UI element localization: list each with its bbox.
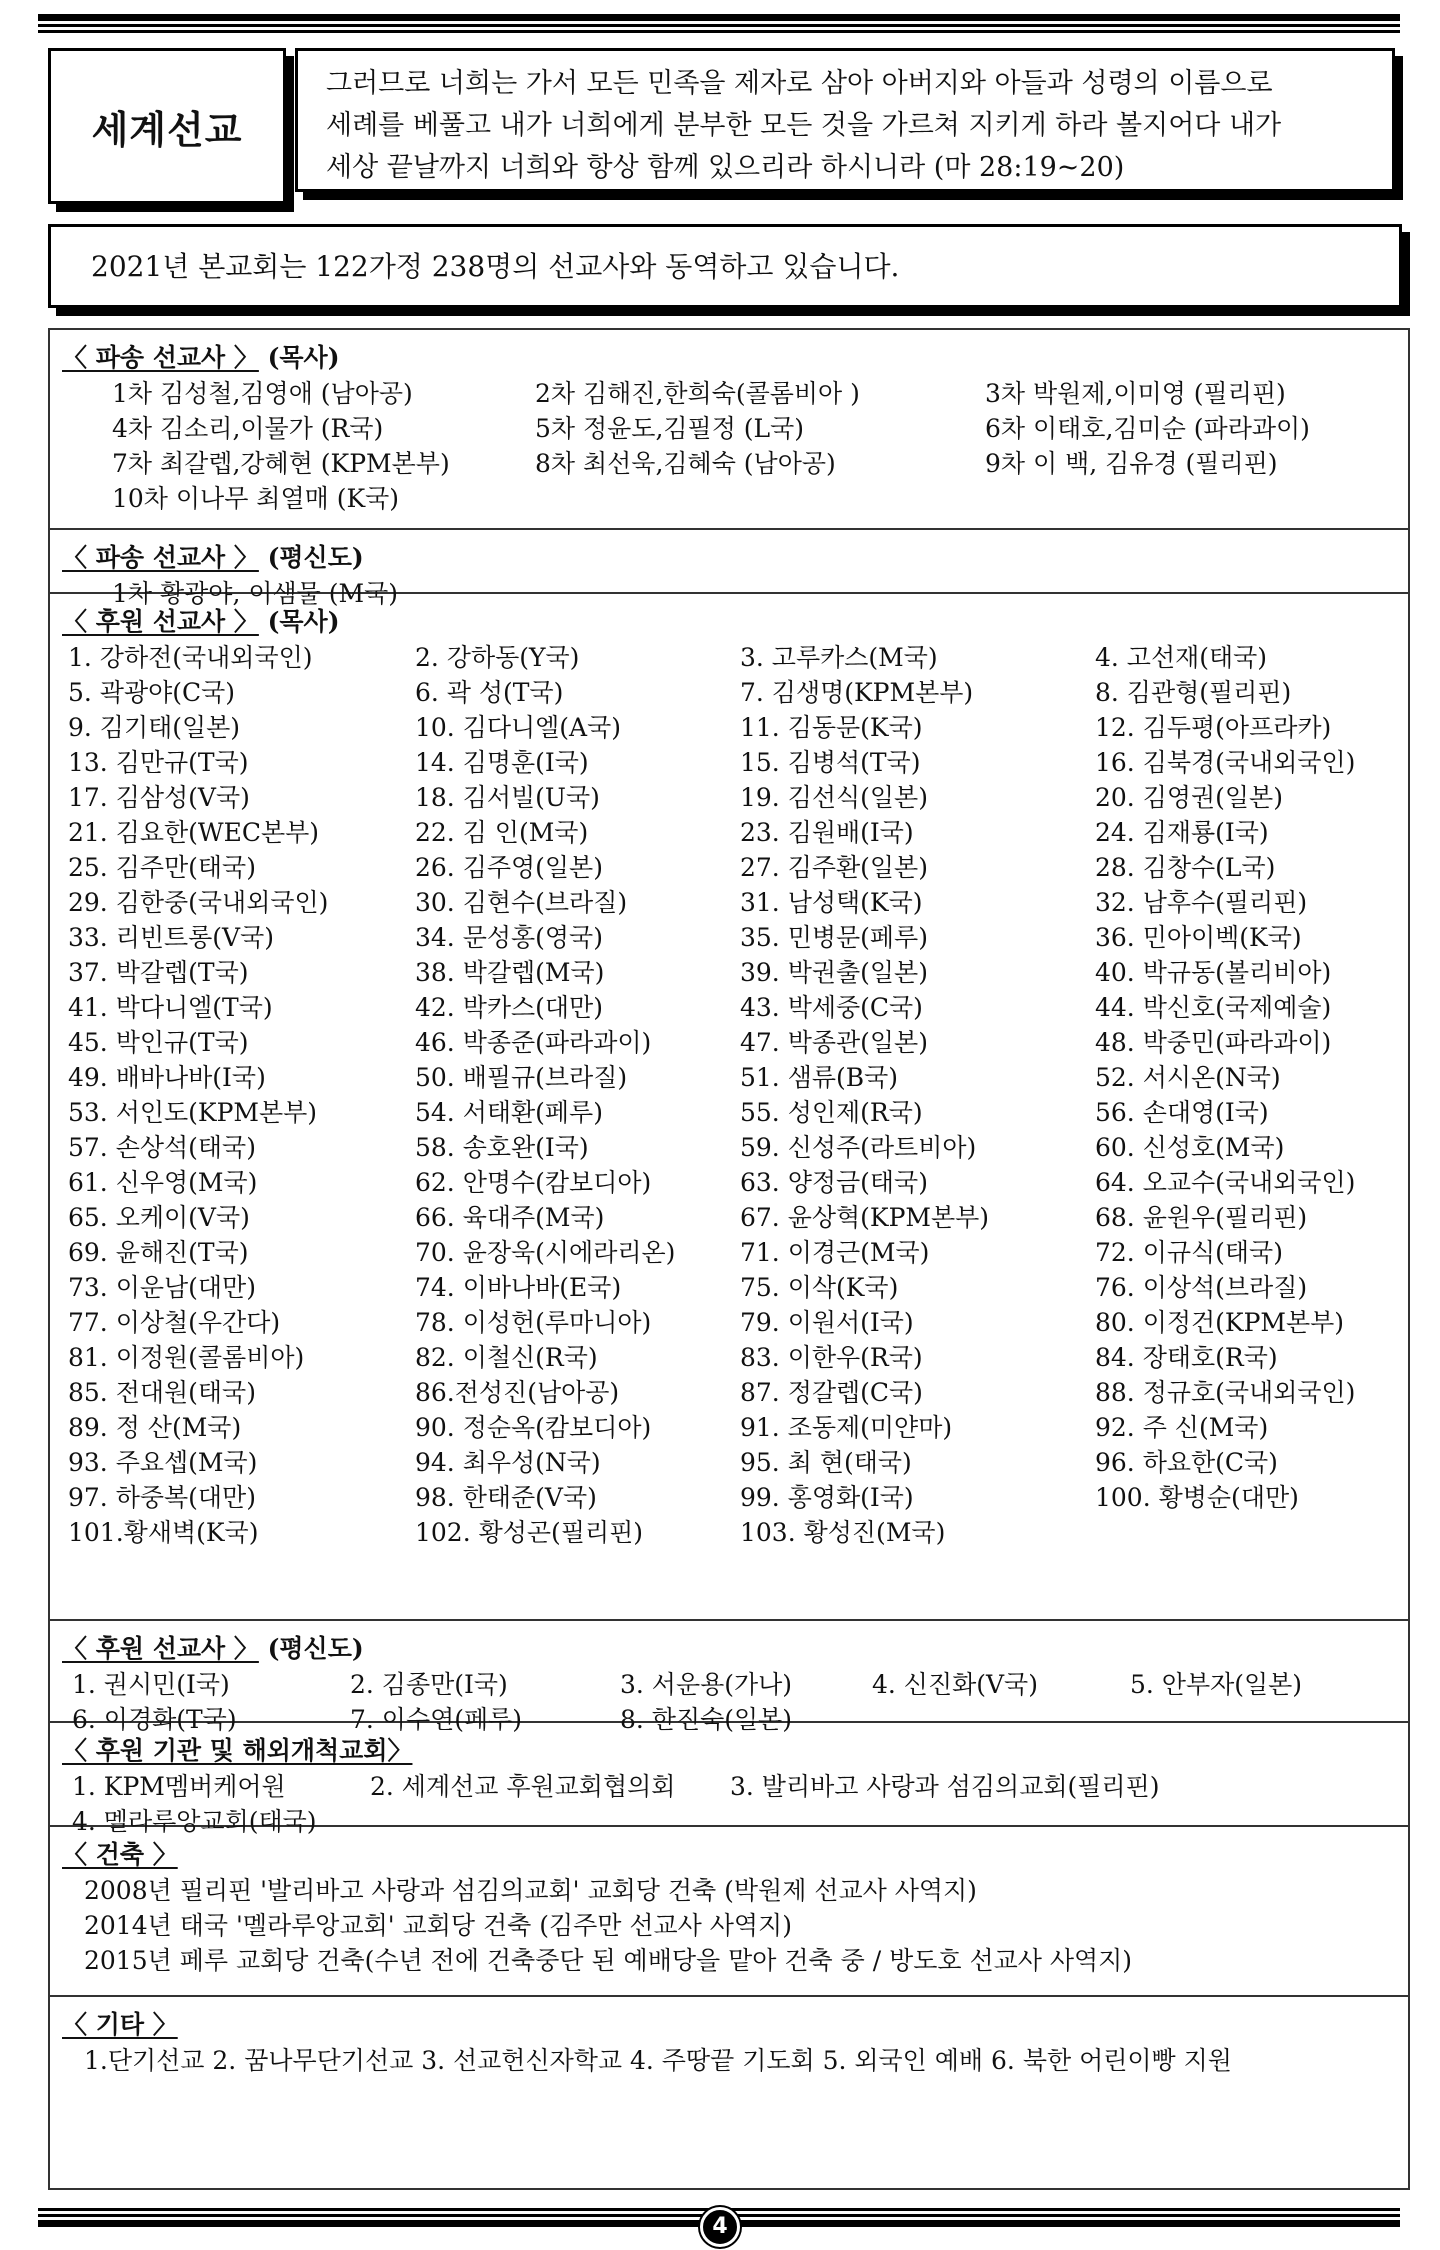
list-item: 9. 김기태(일본) [68, 713, 241, 742]
list-item: 35. 민병문(페루) [740, 923, 928, 952]
list-item: 54. 서태환(페루) [415, 1098, 603, 1127]
sent-missionaries-pastors [50, 330, 1408, 530]
list-item: 1.단기선교 2. 꿈나무단기선교 3. 선교헌신자학교 4. 주땅끝 기도회 5. 외국인 예배 6. 북한 어린이빵 지원 [84, 2046, 1232, 2075]
list-item: 102. 황성곤(필리핀) [415, 1518, 644, 1547]
list-item: 49. 배바나바(I국) [68, 1063, 266, 1092]
list-item: 16. 김북경(국내외국인) [1095, 748, 1356, 777]
list-item: 77. 이상철(우간다) [68, 1308, 281, 1337]
list-item: 36. 민아이벡(K국) [1095, 923, 1302, 952]
list-item: 7. 김생명(KPM본부) [740, 678, 974, 707]
list-item: 3. 서운용(가나) [620, 1670, 793, 1699]
list-item: 23. 김원배(I국) [740, 818, 914, 847]
list-item: 41. 박다니엘(T국) [68, 993, 273, 1022]
list-item: 37. 박갈렙(T국) [68, 958, 249, 987]
list-item: 79. 이원서(I국) [740, 1308, 914, 1337]
list-item: 52. 서시온(N국) [1095, 1063, 1281, 1092]
list-item: 5. 안부자(일본) [1130, 1670, 1303, 1699]
list-item: 69. 윤해진(T국) [68, 1238, 249, 1267]
list-item: 1. 권시민(I국) [72, 1670, 230, 1699]
list-item: 97. 하중복(대만) [68, 1483, 256, 1512]
list-item: 26. 김주영(일본) [415, 853, 603, 882]
list-item: 3. 발리바고 사랑과 섬김의교회(필리핀) [730, 1772, 1160, 1801]
list-item: 6. 이경화(T국) [72, 1705, 237, 1734]
list-item: 28. 김창수(L국) [1095, 853, 1276, 882]
section-heading-qualifier: (평신도) [258, 1634, 364, 1663]
list-item: 8. 김관형(필리핀) [1095, 678, 1292, 707]
list-item: 25. 김주만(태국) [68, 853, 256, 882]
list-item: 80. 이정건(KPM본부) [1095, 1308, 1345, 1337]
list-item: 18. 김서빌(U국) [415, 783, 600, 812]
list-item: 6. 곽 성(T국) [415, 678, 564, 707]
list-item: 78. 이성헌(루마니아) [415, 1308, 652, 1337]
list-item: 70. 윤장욱(시에라리온) [415, 1238, 676, 1267]
list-item: 4. 멜라루앙교회(태국) [72, 1807, 317, 1836]
sent-missionaries-lay [50, 530, 1408, 608]
section-heading [62, 2005, 178, 2041]
list-item: 101.황새벽(K국) [68, 1518, 259, 1547]
summary-box [48, 224, 1402, 308]
bible-verse-box [295, 48, 1395, 192]
list-item: 73. 이운남(대만) [68, 1273, 256, 1302]
list-item: 91. 조동제(미얀마) [740, 1413, 953, 1442]
section-heading-label: 〈 후원 기관 및 해외개척교회〉 [62, 1736, 413, 1765]
page-title-box [48, 48, 286, 204]
list-item: 34. 문성홍(영국) [415, 923, 603, 952]
page-number: 4 [712, 2214, 728, 2239]
section-heading-label: 〈 파송 선교사 〉 [62, 543, 259, 572]
list-item: 62. 안명수(캄보디아) [415, 1168, 652, 1197]
supported-missionaries-pastors [50, 594, 1408, 1621]
list-item: 2. 강하동(Y국) [415, 643, 580, 672]
list-item: 61. 신우영(M국) [68, 1168, 258, 1197]
list-item: 11. 김동문(K국) [740, 713, 923, 742]
list-item: 51. 샘류(B국) [740, 1063, 899, 1092]
page-title: 세계선교 [91, 107, 243, 152]
list-item: 81. 이정원(콜롬비아) [68, 1343, 305, 1372]
supported-missionaries-lay [50, 1621, 1408, 1734]
list-item: 57. 손상석(태국) [68, 1133, 256, 1162]
section-heading-label: 〈 기타 〉 [62, 2010, 178, 2039]
section-heading [62, 338, 340, 374]
list-item: 2. 세계선교 후원교회협의회 [370, 1772, 676, 1801]
list-item: 43. 박세중(C국) [740, 993, 923, 1022]
missionary-list-box [48, 328, 1410, 2190]
list-item: 2. 김종만(I국) [350, 1670, 508, 1699]
list-item: 63. 양정금(태국) [740, 1168, 928, 1197]
section-heading-qualifier: (목사) [258, 607, 340, 636]
list-item: 29. 김한중(국내외국인) [68, 888, 329, 917]
list-item: 3차 박원제,이미영 (필리핀) [985, 379, 1286, 408]
list-item: 58. 송호완(I국) [415, 1133, 589, 1162]
summary-text: 2021년 본교회는 122가정 238명의 선교사와 동역하고 있습니다. [91, 250, 900, 283]
list-item: 20. 김영권(일본) [1095, 783, 1283, 812]
section-heading-label: 〈 후원 선교사 〉 [62, 1634, 259, 1663]
page-number-badge [700, 2207, 740, 2247]
list-item: 60. 신성호(M국) [1095, 1133, 1285, 1162]
list-item: 2014년 태국 '멜라루앙교회' 교회당 건축 (김주만 선교사 사역지) [84, 1911, 792, 1940]
list-item: 39. 박권출(일본) [740, 958, 928, 987]
list-item: 15. 김병석(T국) [740, 748, 921, 777]
list-item: 32. 남후수(필리핀) [1095, 888, 1308, 917]
section-heading-qualifier: (평신도) [258, 543, 364, 572]
list-item: 85. 전대원(태국) [68, 1378, 256, 1407]
verse-line: 세례를 베풀고 내가 너희에게 분부한 모든 것을 가르쳐 지키게 하라 볼지어다 내가 [326, 110, 1282, 141]
supported-organizations [50, 1723, 1408, 1836]
list-item: 27. 김주환(일본) [740, 853, 928, 882]
list-item: 88. 정규호(국내외국인) [1095, 1378, 1356, 1407]
list-item: 8차 최선욱,김혜숙 (남아공) [535, 449, 836, 478]
list-item: 12. 김두평(아프라카) [1095, 713, 1332, 742]
list-item: 47. 박종관(일본) [740, 1028, 928, 1057]
list-item: 2008년 필리핀 '발리바고 사랑과 섬김의교회' 교회당 건축 (박원제 선교사 사역지) [84, 1876, 977, 1905]
list-item: 14. 김명훈(I국) [415, 748, 589, 777]
list-item: 2차 김해진,한희숙(콜롬비아 ) [535, 379, 860, 408]
top-decorative-rules [38, 14, 1400, 33]
list-item: 10차 이나무 최열매 (K국) [112, 484, 400, 513]
list-item: 5차 정윤도,김필정 (L국) [535, 414, 805, 443]
section-heading [62, 1629, 364, 1665]
list-item: 1. 강하전(국내외국인) [68, 643, 313, 672]
list-item: 24. 김재룡(I국) [1095, 818, 1269, 847]
verse-line: 세상 끝날까지 너희와 항상 함께 있으리라 하시니라 (마 28:19~20) [326, 152, 1125, 183]
section-heading-label: 〈 후원 선교사 〉 [62, 607, 259, 636]
list-item: 1차 김성철,김영애 (남아공) [112, 379, 413, 408]
list-item: 68. 윤원우(필리핀) [1095, 1203, 1308, 1232]
list-item: 99. 홍영화(I국) [740, 1483, 914, 1512]
other-section [50, 1997, 1408, 2191]
construction-section [50, 1827, 1408, 1997]
list-item: 87. 정갈렙(C국) [740, 1378, 923, 1407]
list-item: 7차 최갈렙,강혜현 (KPM본부) [112, 449, 450, 478]
list-item: 55. 성인제(R국) [740, 1098, 923, 1127]
list-item: 22. 김 인(M국) [415, 818, 589, 847]
section-heading-label: 〈 건축 〉 [62, 1840, 178, 1869]
list-item: 3. 고루카스(M국) [740, 643, 938, 672]
list-item: 96. 하요한(C국) [1095, 1448, 1278, 1477]
list-item: 40. 박규동(볼리비아) [1095, 958, 1332, 987]
list-item: 33. 리빈트롱(V국) [68, 923, 275, 952]
list-item: 48. 박중민(파라과이) [1095, 1028, 1332, 1057]
list-item: 65. 오케이(V국) [68, 1203, 250, 1232]
list-item: 42. 박카스(대만) [415, 993, 603, 1022]
list-item: 53. 서인도(KPM본부) [68, 1098, 318, 1127]
list-item: 2015년 페루 교회당 건축(수년 전에 건축중단 된 예배당을 맡아 건축 중 / 방도호 선교사 사역지) [84, 1946, 1133, 1975]
list-item: 64. 오교수(국내외국인) [1095, 1168, 1356, 1197]
list-item: 76. 이상석(브라질) [1095, 1273, 1308, 1302]
list-item: 82. 이철신(R국) [415, 1343, 598, 1372]
list-item: 100. 황병순(대만) [1095, 1483, 1299, 1512]
list-item: 19. 김선식(일본) [740, 783, 928, 812]
list-item: 5. 곽광야(C국) [68, 678, 236, 707]
list-item: 74. 이바나바(E국) [415, 1273, 622, 1302]
list-item: 75. 이삭(K국) [740, 1273, 899, 1302]
list-item: 89. 정 산(M국) [68, 1413, 242, 1442]
list-item: 103. 황성진(M국) [740, 1518, 946, 1547]
section-heading [62, 1731, 412, 1767]
list-item: 17. 김삼성(V국) [68, 783, 250, 812]
list-item: 95. 최 현(태국) [740, 1448, 912, 1477]
list-item: 1. KPM멤버케어원 [72, 1772, 286, 1801]
section-heading [62, 602, 340, 638]
list-item: 6차 이태호,김미순 (파라과이) [985, 414, 1310, 443]
list-item: 67. 윤상혁(KPM본부) [740, 1203, 990, 1232]
list-item: 93. 주요셉(M국) [68, 1448, 258, 1477]
list-item: 59. 신성주(라트비아) [740, 1133, 977, 1162]
list-item: 38. 박갈렙(M국) [415, 958, 605, 987]
section-heading-qualifier: (목사) [258, 343, 340, 372]
list-item: 4. 고선재(태국) [1095, 643, 1268, 672]
list-item: 90. 정순옥(캄보디아) [415, 1413, 652, 1442]
list-item: 4. 신진화(V국) [872, 1670, 1038, 1699]
list-item: 84. 장태호(R국) [1095, 1343, 1278, 1372]
list-item: 56. 손대영(I국) [1095, 1098, 1269, 1127]
list-item: 44. 박신호(국제예술) [1095, 993, 1332, 1022]
section-heading [62, 1835, 178, 1871]
list-item: 72. 이규식(태국) [1095, 1238, 1283, 1267]
list-item: 31. 남성택(K국) [740, 888, 923, 917]
list-item: 7. 이수연(페루) [350, 1705, 523, 1734]
list-item: 8. 한진숙(일본) [620, 1705, 793, 1734]
list-item: 1차 황광야, 이샘물 (M국) [112, 579, 398, 608]
list-item: 66. 육대주(M국) [415, 1203, 605, 1232]
list-item: 86.전성진(남아공) [415, 1378, 620, 1407]
list-item: 10. 김다니엘(A국) [415, 713, 622, 742]
list-item: 71. 이경근(M국) [740, 1238, 930, 1267]
list-item: 98. 한태준(V국) [415, 1483, 597, 1512]
verse-line: 그러므로 너희는 가서 모든 민족을 제자로 삼아 아버지와 아들과 성령의 이름으로 [326, 68, 1273, 99]
list-item: 4차 김소리,이물가 (R국) [112, 414, 384, 443]
section-heading [62, 538, 364, 574]
section-heading-label: 〈 파송 선교사 〉 [62, 343, 259, 372]
list-item: 30. 김현수(브라질) [415, 888, 628, 917]
list-item: 9차 이 백, 김유경 (필리핀) [985, 449, 1278, 478]
list-item: 50. 배필규(브라질) [415, 1063, 628, 1092]
list-item: 45. 박인규(T국) [68, 1028, 249, 1057]
list-item: 46. 박종준(파라과이) [415, 1028, 652, 1057]
list-item: 21. 김요한(WEC본부) [68, 818, 320, 847]
list-item: 83. 이한우(R국) [740, 1343, 923, 1372]
list-item: 13. 김만규(T국) [68, 748, 249, 777]
list-item: 92. 주 신(M국) [1095, 1413, 1269, 1442]
list-item: 94. 최우성(N국) [415, 1448, 601, 1477]
